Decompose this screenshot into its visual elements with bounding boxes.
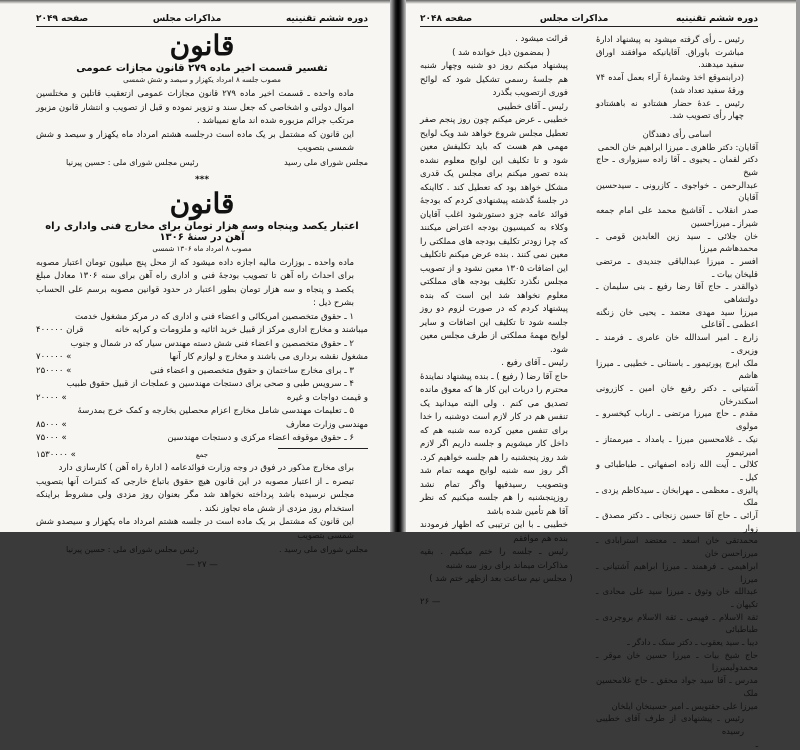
voters-line: دکتر لقمان ـ یحیوی ـ آقا زاده سبزواری ـ حاج شیخ (596, 154, 758, 178)
law-title: قانون (169, 29, 235, 62)
law-title: قانون (169, 186, 235, 220)
page-number: — ۲۷ — (186, 560, 218, 570)
law-subtitle: تفسیر قسمت اخیر ماده ۲۷۹ قانون مجازات عمومی (76, 63, 328, 74)
paragraph: خطیبی ـ عرض میکنم چون روز پنجم صفر تعطیل مجلس شروع خواهد شد ویک لوایح مهمی هم هست که باید تکلیفش معین شود و تا تکلیف این لوایح معلوم نشده بنده تصور میکنم برای مجلس یک قدری مشکل خواهد بود که تعطیل کند . کااینکه در جلسهٔ گذشته پیشنهادی کردم که بودجهٔ فوائد عامه جزو دستورشود اغلب آقایان وکلاء به کمیسیون بودجه اعتراض میکنند که چرا زودتر تکلیف بودجه های مملکتی را معین نمی کنند . بنده عرض میکنم تاتکلیف این اضافات ۱۳۰۵ معین نشود و از تصویب مجلس نگذرد تکلیف بودجه های مملکتی معلوم نخواهد شد این است که بنده پیشنهاد کردم که در صورت لزوم دو روز جلسه شود تا تکلیف این اضافات و سایر لوایح مهمهٔ مملکتی از طرف مجلس معین شود. (420, 115, 568, 355)
signature-row (36, 156, 368, 169)
page-header (420, 14, 758, 27)
voters-line: خان جلائی ـ سید زین العابدین قومی ـ محمدهاشم میرزا (596, 230, 758, 254)
paragraph: قرائت میشود . (515, 34, 568, 44)
budget-amount: ۲۵۰۰۰۰ « (36, 365, 72, 376)
signature-text: مجلس شورای ملی رسید . (279, 545, 368, 554)
budget-item-text: ۴ ـ سرویس طبی و صحی برای دستجات مهندسین و عملجات از قبیل حقوق طبیب (66, 379, 354, 389)
voters-line: دیبا ـ سید یعقوب ـ دکتر سنک ـ دادگر ـ (627, 637, 758, 648)
voters-line: آشتیانی ـ دکتر رفیع خان امین ـ کازرونی اسکندرخان (596, 382, 758, 406)
voters-line: نیک ـ غلامحسین میرزا ـ یامداد ـ میرممتاز ـ امیرتیمور (596, 433, 758, 457)
law-body: این قانون که مشتمل بر یک ماده است درجلسه هشتم امرداد ماه یکهزار و سیصد و شش شمسی بتصویب (36, 129, 354, 153)
voters-line: ثقة الاسلام ـ فهیمی ـ ثقة الاسلام بروجردی ـ طباطبائی (596, 611, 758, 635)
column-left (420, 33, 582, 750)
paragraph: پیشنهاد میکنم روز دو شنبه وچهار شنبه هم جلسهٔ رسمی تشکیل شود که لوائح فوری ازتصویب بگذرد (420, 61, 568, 98)
paragraph: رئیس ـ آقای رفیع . (501, 358, 568, 368)
budget-items (36, 311, 368, 463)
voters-line: میرزا سید مهدی معتمد ـ یحیی خان زنگنه اعظمی ـ آقاعلی (596, 306, 758, 330)
total-label: جمع (195, 450, 208, 459)
budget-item-row (36, 392, 368, 406)
voters-line: مقدم ـ حاج میرزا مرتضی ـ ارباب کیخسرو ـ مولوی (596, 408, 758, 432)
budget-item-row (36, 324, 368, 338)
budget-item-row (36, 432, 368, 446)
budget-item-cont: مهندسی وزارت معارف (286, 419, 368, 430)
budget-amount: ۸۵۰۰۰ « (36, 419, 67, 430)
budget-item-cont: مشغول نقشه برداری می باشند و مخارج و لوازم کار آنها (169, 352, 368, 362)
budget-item-text: ۲ ـ حقوق متخصصین و اعضاء فنی شش دسته مهندس سیار که در شمال و جنوب (70, 338, 354, 349)
paragraph: ( مجلس نیم ساعت بعد ازظهر ختم شد ) (429, 574, 573, 584)
column-right (596, 33, 758, 750)
page-label: صفحه ۲۰۴۹ (36, 14, 89, 24)
paragraph: خطیبی ـ با این ترتیبی که اظهار فرمودند بنده هم موافقم (420, 520, 568, 544)
paragraph: رئیس ـ پیشنهادی از طرف آقای خطیبی رسیده (596, 713, 744, 736)
page-header (36, 14, 368, 27)
page-number: — ۲۶ (420, 596, 441, 607)
voters-line: حاج شیخ بیات ـ میرزا حسین خان موقر ـ محمدولیمیرزا (596, 649, 758, 673)
budget-item-cont: و قیمت دواجات و غیره (286, 392, 368, 403)
voters-line: محمدتقی خان اسعد ـ معتضد استرابادی ـ میرزاحسن خان (596, 535, 758, 559)
session-label: دوره ششم تقنینیه (285, 14, 368, 24)
law-final: این قانون که مشتمل بر یک ماده است در جلسه هشتم امرداد ماه یکهزار و سیصدو شش شمسی بتصویب (36, 517, 354, 541)
budget-amount: ۲۰۰۰۰ « (36, 392, 67, 403)
paragraph: رئیس ـ جلسه را ختم میکنیم . بقیه مذاکرات میماند برای روز سه شنبه (420, 547, 568, 571)
budget-amount: ۴۰۰۰۰۰ قران (36, 325, 84, 335)
page-label: صفحه ۲۰۴۸ (420, 14, 473, 24)
budget-item-cont: میباشند و مخارج اداری مرکز از قبیل خرید اثاثیه و ملزومات و کرایه خانه (114, 325, 368, 335)
voters-line: آرائی ـ حاج آقا حسین زنجانی ـ دکتر مصدق ـ زوار (596, 510, 758, 533)
voters-line: آقایان: دکتر طاهری ـ میرزا ابراهیم خان الحمی (597, 141, 758, 152)
budget-item-text: ۶ ـ حقوق موقوفه اعضاء مرکزی و دستجات مهندسین (167, 433, 354, 443)
law-body: ماده واحده ـ قسمت اخیر ماده ۲۷۹ قانون مجازات عمومی ازتعقیب قاتلین و مختلسین اموال دولتی و اشخاصی که جعل سند و تزویر نموده و قبل از تصویب و انتشار قانون مزبور مرتکب جرائم مزبوره شده اند مانع نمیباشد . (36, 89, 354, 126)
voters-line: زارع ـ امیر اسدالله خان عامری ـ فرمند ـ وزیری ـ (596, 332, 758, 355)
voters-line: افسر ـ میرزا عبدالباقی جندیدی ـ مرتضی قلیخان بیات ـ (596, 255, 758, 279)
voters-line: ملک ایرج پورتیمور ـ باستانی ـ خطیبی ـ میرزا هاشم (596, 357, 758, 381)
voters-list (596, 141, 758, 713)
law-intro: ماده واحده ـ بوزارت مالیه اجازه داده میشود که از محل پنج میلیون تومان اعتبار مصوبه برای احداث راه آهن تا تصویب بودجهٔ فنی و اداری راه آهن برای سنه ۱۳۰۶ معادل مبلغ یکصد و پنجاه و سه هزار تومان بطور اعتبار در حدود قوانین مصوبه برسم علی الحساب بشرح ذیل : (36, 257, 354, 308)
law-subtitle: اعتبار یکصد وپنجاه وسه هزار تومان برای مخارج فنی واداری راه آهن در سنهٔ ۱۳۰۶ (45, 220, 359, 243)
paragraph: رئیس ـ عدهٔ حضار هشتادو نه باهشتادو چهار رأی تصویب شد. (596, 97, 744, 121)
total-amount: ۱۵۳۰۰۰۰ « (36, 449, 76, 460)
budget-amount: ۷۰۰۰۰۰ « (36, 352, 72, 362)
paragraph: رئیس ـ آقای خطیبی (497, 101, 568, 112)
paragraph: (درابنموقع اخذ وشمارهٔ آراء بعمل آمده ۷۴ ورقهٔ سفید تعداد شد) (596, 72, 744, 95)
voters-line: عبدالله خان وثوق ـ میرزا سید علی محادی ـ تکیهان ـ (596, 586, 758, 609)
budget-item-text: ۵ ـ تعلیمات مهندسی شامل مخارج اعزام محصلین بخارجه و کمک خرج بمدرسهٔ (77, 406, 354, 416)
signature-name: رئیس مجلس شورای ملی : حسین پیرنیا (66, 545, 199, 554)
paragraph: حاج آقا رضا ( رفیع ) ـ بنده پیشنهاد نمایندهٔ محترم را دربات این کار ها که معوق مانده تصدیق می کنم . ولی البته میدانید یک تنفس هم در کار لازم است دوشنبه را خدا برای تنفس معین کرده سه شنبه هم که داخل کار میشویم و جلسه داریم اگر لازم شد روز پنجشنبه را هم جلسه خواهیم کرد. اگر روز سه شنبه لوایح مهمه تمام شد وبتصویب رسیدفیها واگر تمام نشد روزپنجشنبه را هم جلسه میکنیم که نظر آقا هم تأمین شده باشد (420, 371, 568, 517)
two-column-body (420, 33, 758, 750)
signature-text: مجلس شورای ملی رسید (284, 157, 368, 167)
page-2049 (0, 0, 396, 570)
voters-heading: اسامی رأی دهندگان (642, 128, 712, 139)
budget-item-row (36, 365, 368, 379)
journal-title: مذاکرات مجلس (539, 14, 609, 24)
voters-line: مدرس ـ آقا سید جواد محقق ـ حاج غلامحسین ملک (596, 675, 758, 698)
law-note: تبصره ـ از اعتبار مصوبه در این قانون هیچ حقوق باتباع خارجی که کنترات آنها بتصویب مجلس نرسیده باشد پرداخته نخواهد شد مگر بعنوان روز مزدی ولی مشروط براینکه استخدام روز مزدی از شش ماه تجاوز نکند . (36, 476, 354, 514)
voters-line: ذوالقدر ـ حاج آقا رضا رفیع ـ بنی سلیمان ـ دولتشاهی (596, 281, 758, 305)
voters-line: کلالی ـ آیت الله زاده اصفهانی ـ طباطبائی و کیل ـ (596, 459, 758, 482)
voters-line: ابراهیمی ـ فرهمند ـ میرزا ابراهیم آشتیانی ـ میرزا (596, 560, 758, 584)
paragraph: ( بمضمون ذیل خوانده شد ) (452, 47, 550, 58)
budget-amount: ۷۵۰۰۰ « (36, 433, 67, 443)
signature-name: رئیس مجلس شورای ملی : حسین پیرنیا (66, 157, 199, 167)
voters-line: صدر انقلاب ـ آقاشیخ محمد علی امام جمعه شیراز ـ میرزاحسین (596, 205, 758, 228)
scan-edge (796, 0, 800, 532)
law-closing: برای مخارج مذکور در فوق در وجه وزارت فوائدعامه ( ادارهٔ راه آهن ) کارسازی دارد (58, 463, 354, 473)
voters-line: میرزا علی حقتویس ـ امیر حسینخان ایلخان (611, 700, 758, 711)
budget-total-row (36, 449, 368, 463)
law-approval-date: مصوب ۸ امرداد ماه ۱۳۰۶ شمسی (152, 244, 252, 253)
voters-line: پالیزی ـ معظمی ـ مهرابخان ـ سیدکاظم یزدی ـ ملک (596, 484, 758, 508)
dash: ـ (755, 738, 758, 749)
section-separator: *** (194, 174, 210, 185)
budget-item-row (36, 351, 368, 365)
page-2048 (404, 0, 800, 749)
voters-line: عبدالرحمن ـ خواجوی ـ کازرونی ـ سیدحسین آقایان (596, 179, 758, 203)
law-approval-date: مصوب جلسه ۸ امرداد یکهزار و سیصد و شش شمسی (123, 76, 281, 84)
journal-title: مذاکرات مجلس (152, 14, 222, 24)
budget-item-row (36, 419, 368, 433)
budget-item-text: ۳ ـ برای مخارج ساختمان و حقوق متخصصین و اعضاء فنی (150, 365, 354, 376)
session-label: دوره ششم تقنینیه (675, 14, 758, 24)
budget-item-text: ۱ ـ حقوق متخصصین امریکائی و اعضاء فنی و اداری که در مرکز مشغول خدمت (75, 311, 354, 322)
paragraph: رئیس ـ رأی گرفته میشود به پیشنهاد ادارهٔ مباشرت باوراق. آقایانیکه موافقند اوراق سفید میدهند. (596, 34, 744, 70)
signature-row (36, 543, 368, 556)
